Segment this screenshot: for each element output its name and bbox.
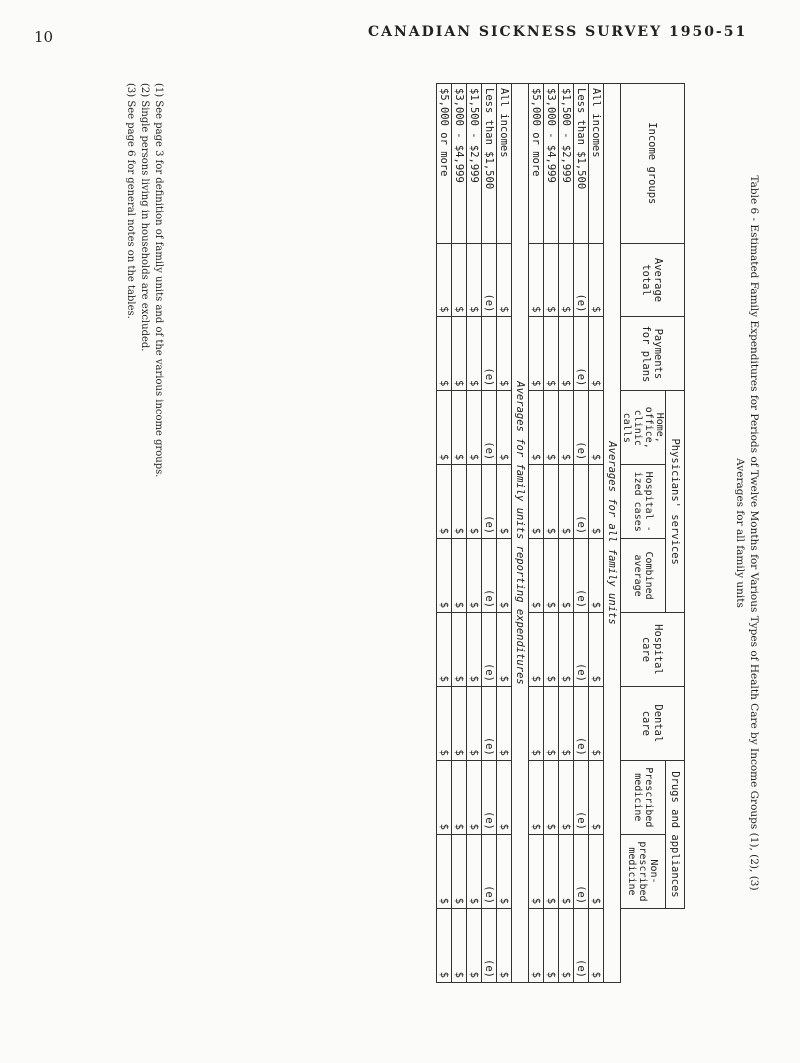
cell-value: $ [529,391,544,465]
cell-value: (e) [574,613,589,687]
cell-value: (e) [574,243,589,317]
cell-value: $ [452,539,467,613]
col-drugs-pres: Prescribed medicine [621,760,666,834]
section-all: Averages for all family units [604,84,621,983]
footnote-2: (2) Single persons living in households are excluded. [139,83,150,352]
row-label: All incomes [497,84,512,244]
cell-value: $ [529,317,544,391]
cell-value: $ [437,243,452,317]
col-hospital: Hospital care [621,613,685,687]
row-label: Less than $1,500 [482,84,497,244]
cell-value: $ [529,243,544,317]
cell-value: $ [467,834,482,908]
cell-value: $ [544,391,559,465]
cell-value: $ [529,613,544,687]
row-label: All incomes [589,84,604,244]
col-income-groups: Income groups [621,84,685,244]
cell-value: (e) [482,539,497,613]
cell-value: $ [544,243,559,317]
cell-value: $ [452,613,467,687]
cell-value: (e) [482,317,497,391]
table-caption [733,83,761,983]
caption-line-1: Table 6 - Estimated Family Expenditures for Periods of Twelve Months for Various Types of Health Care by Income Groups (1), (2), (3) [748,175,760,891]
cell-value: (e) [574,760,589,834]
row-label: Less than $1,500 [574,84,589,244]
footnote-3: (3) See page 6 for general notes on the tables. [125,83,136,319]
cell-value: $ [452,834,467,908]
cell-value: $ [452,760,467,834]
cell-value: $ [497,539,512,613]
cell-value: (e) [574,539,589,613]
cell-value: $ [589,909,604,983]
cell-value: (e) [574,834,589,908]
cell-value: $ [559,465,574,539]
row-label: $1,500 - $2,999 [467,84,482,244]
col-payments: Payments for plans [621,317,685,391]
col-drugs: Drugs and appliances [666,760,685,908]
cell-value: $ [529,539,544,613]
cell-value: $ [497,317,512,391]
cell-value: $ [529,834,544,908]
cell-value: $ [589,760,604,834]
cell-value: $ [437,686,452,760]
page-number: 10 [34,28,54,46]
cell-value: $ [467,539,482,613]
caption-line-2: Averages for all family units [734,458,746,608]
cell-value: $ [529,465,544,539]
cell-value: $ [544,613,559,687]
cell-value: $ [589,391,604,465]
col-average-total: Average total [621,243,685,317]
cell-value: $ [497,465,512,539]
cell-value: $ [452,317,467,391]
cell-value: $ [467,317,482,391]
cell-value: $ [544,317,559,391]
cell-value: (e) [574,686,589,760]
rotated-table-region [65,63,765,1003]
cell-value: $ [529,760,544,834]
table-row [574,84,589,983]
cell-value: (e) [482,613,497,687]
table-row [497,84,512,983]
cell-value: $ [467,909,482,983]
cell-value: $ [544,465,559,539]
cell-value: (e) [482,465,497,539]
cell-value: $ [452,909,467,983]
row-label: $5,000 or more [437,84,452,244]
row-label: $1,500 - $2,999 [559,84,574,244]
cell-value: $ [467,760,482,834]
cell-value: (e) [574,909,589,983]
col-drugs-nonpres: Non-prescribed medicine [621,834,666,908]
cell-value: $ [529,909,544,983]
cell-value: $ [467,613,482,687]
cell-value: $ [589,686,604,760]
table-row [437,84,452,983]
cell-value: (e) [482,391,497,465]
cell-value: $ [559,834,574,908]
cell-value: (e) [482,686,497,760]
cell-value: $ [437,465,452,539]
cell-value: $ [589,243,604,317]
cell-value: $ [467,243,482,317]
footnotes [123,83,165,983]
col-phys-home: Home, office, clinic calls [621,391,666,465]
cell-value: $ [437,909,452,983]
cell-value: $ [544,686,559,760]
cell-value: $ [497,391,512,465]
cell-value: (e) [482,834,497,908]
cell-value: $ [467,686,482,760]
cell-value: $ [437,834,452,908]
cell-value: $ [497,760,512,834]
cell-value: $ [452,243,467,317]
col-physicians: Physicians' services [666,391,685,613]
cell-value: $ [452,686,467,760]
cell-value: $ [589,613,604,687]
cell-value: $ [589,539,604,613]
cell-value: $ [497,613,512,687]
row-label: $3,000 - $4,999 [452,84,467,244]
cell-value: $ [544,834,559,908]
cell-value: $ [437,613,452,687]
cell-value: (e) [574,391,589,465]
cell-value: (e) [482,760,497,834]
cell-value: $ [559,686,574,760]
table-row [467,84,482,983]
table-row [482,84,497,983]
cell-value: $ [437,539,452,613]
cell-value: $ [544,909,559,983]
page-header: CANADIAN SICKNESS SURVEY 1950-51 [368,24,748,40]
col-dental: Dental care [621,686,685,760]
cell-value: $ [497,909,512,983]
col-phys-comb: Combined average [621,539,666,613]
cell-value: $ [559,243,574,317]
cell-value: $ [497,834,512,908]
cell-value: $ [559,391,574,465]
table-row [544,84,559,983]
row-label: $3,000 - $4,999 [544,84,559,244]
cell-value: $ [437,391,452,465]
table-row [559,84,574,983]
cell-value: $ [437,317,452,391]
cell-value: $ [497,243,512,317]
cell-value: $ [452,465,467,539]
expenditure-table [436,83,685,983]
table-row [529,84,544,983]
cell-value: $ [452,391,467,465]
cell-value: (e) [482,243,497,317]
cell-value: $ [559,539,574,613]
cell-value: (e) [574,465,589,539]
cell-value: $ [559,613,574,687]
cell-value: (e) [574,317,589,391]
cell-value: $ [467,465,482,539]
cell-value: $ [544,760,559,834]
cell-value: $ [497,686,512,760]
cell-value: $ [559,909,574,983]
cell-value: $ [544,539,559,613]
section-reporting: Averages for family units reporting expenditures [512,84,529,983]
cell-value: $ [529,686,544,760]
cell-value: (e) [482,909,497,983]
cell-value: $ [437,760,452,834]
cell-value: $ [467,391,482,465]
cell-value: $ [589,465,604,539]
cell-value: $ [559,760,574,834]
cell-value: $ [559,317,574,391]
col-phys-hosp: Hospital - ized cases [621,465,666,539]
table-row [589,84,604,983]
footnote-1: (1) See page 3 for definition of family units and of the various income groups. [153,83,164,478]
table-row [452,84,467,983]
row-label: $5,000 or more [529,84,544,244]
cell-value: $ [589,317,604,391]
cell-value: $ [589,834,604,908]
